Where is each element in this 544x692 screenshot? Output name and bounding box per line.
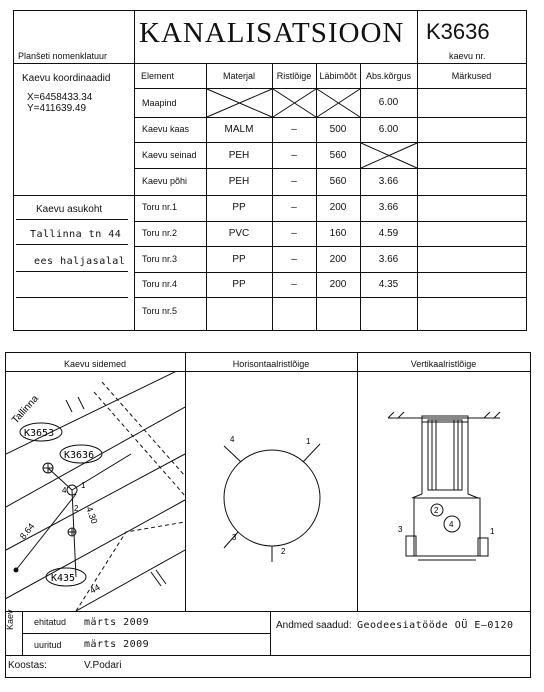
pipe-label-1: 1	[81, 481, 86, 490]
row-section: –	[291, 124, 297, 135]
vertical-section	[358, 372, 530, 611]
vertical-pipe-3: 3	[398, 525, 403, 534]
row-element: Toru nr.3	[142, 254, 178, 264]
well-code-label: kaevu nr.	[449, 51, 486, 61]
row-diameter: 560	[329, 150, 347, 161]
well-code: K3636	[426, 19, 490, 44]
row-element: Toru nr.1	[142, 202, 178, 212]
lot-label: 44	[88, 582, 102, 596]
col-header-diameter: Läbimõõt	[319, 71, 357, 81]
row-material: PEH	[228, 176, 250, 187]
col-header-section: Ristlõige	[276, 71, 312, 81]
row-material: PP	[232, 279, 246, 290]
surveyed-label: uuritud	[34, 640, 62, 650]
row-section: –	[291, 228, 297, 239]
well-label-k3653: K3653	[24, 428, 55, 439]
row-abs: 3.66	[378, 254, 399, 265]
row-material: MALM	[224, 124, 254, 135]
row-abs: 4.35	[378, 279, 399, 290]
row-section: –	[291, 150, 297, 161]
horizontal-section	[186, 372, 357, 611]
col-header-abs: Abs.kõrgus	[365, 71, 412, 81]
row-diameter: 200	[329, 202, 347, 213]
horizontal-pipe-1: 1	[306, 437, 311, 446]
row-material: PP	[232, 254, 246, 265]
row-element: Toru nr.2	[142, 228, 178, 238]
location-line-1: Tallinna tn 44	[30, 229, 122, 240]
street-label: Tallinna	[10, 393, 41, 427]
row-section: –	[291, 279, 297, 290]
row-section: –	[291, 254, 297, 265]
row-abs: 6.00	[378, 124, 399, 135]
row-element: Kaevu põhi	[142, 176, 188, 186]
author-value: V.Podari	[84, 660, 122, 671]
horizontal-pipe-4: 4	[230, 435, 235, 444]
row-element: Kaevu seinad	[142, 150, 197, 160]
site-title: Kaevu sidemed	[63, 359, 127, 369]
col-header-element: Element	[141, 71, 175, 81]
row-material: PP	[232, 202, 246, 213]
horizontal-title: Horisontaalristlõige	[232, 359, 310, 369]
vertical-title: Vertikaalristlõige	[410, 359, 477, 369]
surveyed-value: märts 2009	[84, 639, 150, 650]
vertical-pipe-2: 2	[434, 506, 439, 515]
row-element: Toru nr.5	[142, 306, 178, 316]
row-abs: 6.00	[378, 97, 399, 108]
pipe-label-4: 4	[62, 486, 67, 495]
location-label: Kaevu asukoht	[36, 204, 103, 215]
coord-y: Y=411639.49	[27, 103, 87, 114]
built-value: märts 2009	[84, 617, 150, 628]
row-diameter: 160	[329, 228, 347, 239]
location-line-2: ees haljasalal	[34, 256, 126, 267]
horizontal-pipe-2: 2	[281, 547, 286, 556]
vertical-pipe-4: 4	[449, 520, 454, 529]
page-title: KANALISATSIOON	[139, 17, 405, 49]
site-plan	[6, 372, 185, 611]
row-abs: 3.66	[378, 202, 399, 213]
row-diameter: 560	[329, 176, 347, 187]
coords-label: Kaevu koordinaadid	[22, 73, 111, 84]
row-element: Toru nr.4	[142, 279, 178, 289]
row-element: Kaevu kaas	[142, 124, 190, 134]
row-diameter: 200	[329, 254, 347, 265]
row-material: PEH	[228, 150, 250, 161]
source-label: Andmed saadud:	[276, 620, 352, 631]
source-value: Geodeesiatööde OÜ E–0120	[357, 620, 514, 631]
row-material: PVC	[228, 228, 250, 239]
row-abs: 4.59	[378, 228, 399, 239]
author-label: Koostas:	[8, 660, 47, 671]
sheet-label: Planšeti nomenklatuur	[18, 51, 108, 61]
row-section: –	[291, 176, 297, 187]
row-section: –	[291, 202, 297, 213]
row-abs: 3.66	[378, 176, 399, 187]
row-diameter: 200	[329, 279, 347, 290]
coord-x: X=6458433.34	[27, 92, 93, 103]
built-label: ehitatud	[34, 617, 67, 627]
col-header-material: Materjal	[222, 71, 255, 81]
footer-group-label: Kaev	[5, 609, 15, 630]
row-element: Maapind	[142, 98, 177, 108]
distance-label-1: 4.30	[84, 505, 100, 526]
well-label-k435: K435	[51, 573, 76, 584]
horizontal-pipe-3: 3	[232, 533, 237, 542]
vertical-pipe-1: 1	[490, 527, 495, 536]
distance-label-2: 8.64	[17, 521, 37, 542]
pipe-label-2: 2	[74, 504, 79, 513]
row-diameter: 500	[329, 124, 347, 135]
well-label-k3636: K3636	[64, 450, 95, 461]
col-header-notes: Märkused	[451, 71, 492, 81]
